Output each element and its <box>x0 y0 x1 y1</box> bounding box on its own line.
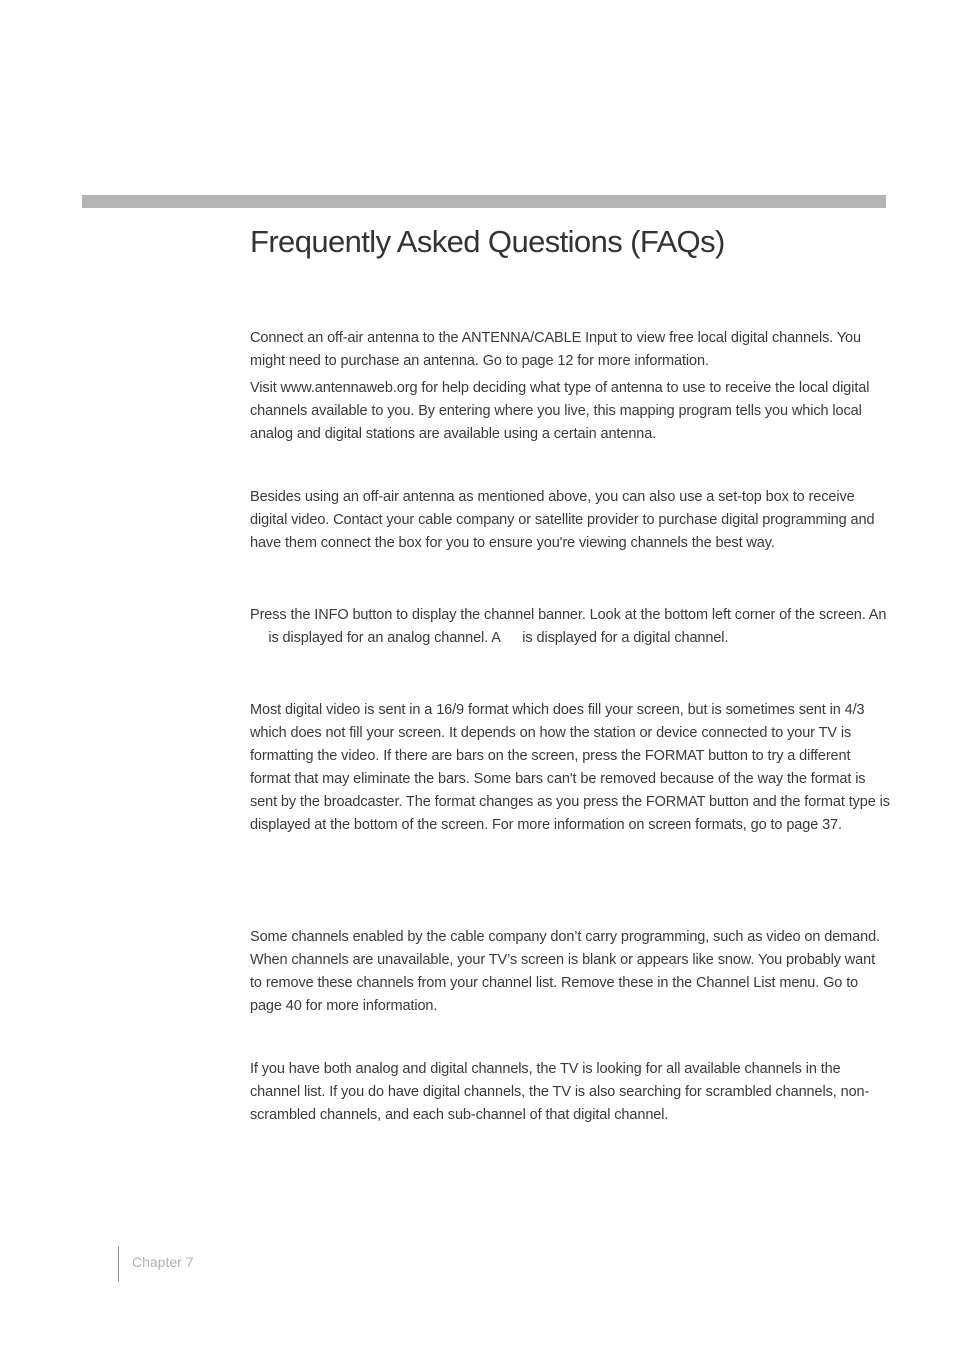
faq-answer-paragraph: Connect an off-air antenna to the ANTENNA/CABLE Input to view free local digital channels. You might need to purchase an antenna. Go to page 12 for more information. <box>250 330 861 369</box>
page-title: Frequently Asked Questions (FAQs) <box>250 224 725 259</box>
header-rule-bar <box>82 195 886 208</box>
faq-answer-paragraph: Some channels enabled by the cable company don’t carry programming, such as video on demand. When channels are unavailable, your TV’s screen is blank or appears like snow. You probably want to remove these channels from your channel list. Remove these in the Channel List menu. Go to page 40 for more information. <box>250 929 880 1014</box>
footer-divider <box>118 1246 119 1282</box>
faq-answer-paragraph: Press the INFO button to display the channel banner. Look at the bottom left corner of the screen. An is displayed for an analog channel. A is displayed for a digital channel. <box>250 607 887 646</box>
faq-answer-paragraph: Most digital video is sent in a 16/9 format which does fill your screen, but is sometimes sent in 4/3 which does not fill your screen. It depends on how the station or device connected to your TV is formatting the video. If there are bars on the screen, press the FORMAT button to try a different format that may eliminate the bars. Some bars can't be removed because of the way the format is sent by the broadcaster. The format changes as you press the FORMAT button and the format type is displayed at the bottom of the screen. For more information on screen formats, go to page 37. <box>250 702 890 833</box>
faq-answer-paragraph: If you have both analog and digital channels, the TV is looking for all available channels in the channel list. If you do have digital channels, the TV is also searching for scrambled channels, non-scrambled channels, and each sub-channel of that digital channel. <box>250 1061 870 1123</box>
faq-answer-paragraph: Besides using an off-air antenna as mentioned above, you can also use a set-top box to receive digital video. Contact your cable company or satellite provider to purchase digital programming and have them connect the box for you to ensure you're viewing channels the best way. <box>250 489 875 551</box>
footer-chapter-label: Chapter 7 <box>132 1254 194 1270</box>
faq-answer-paragraph: Visit www.antennaweb.org for help deciding what type of antenna to use to receive the local digital channels available to you. By entering where you live, this mapping program tells you which local analog and digital stations are available using a certain antenna. <box>250 380 870 442</box>
